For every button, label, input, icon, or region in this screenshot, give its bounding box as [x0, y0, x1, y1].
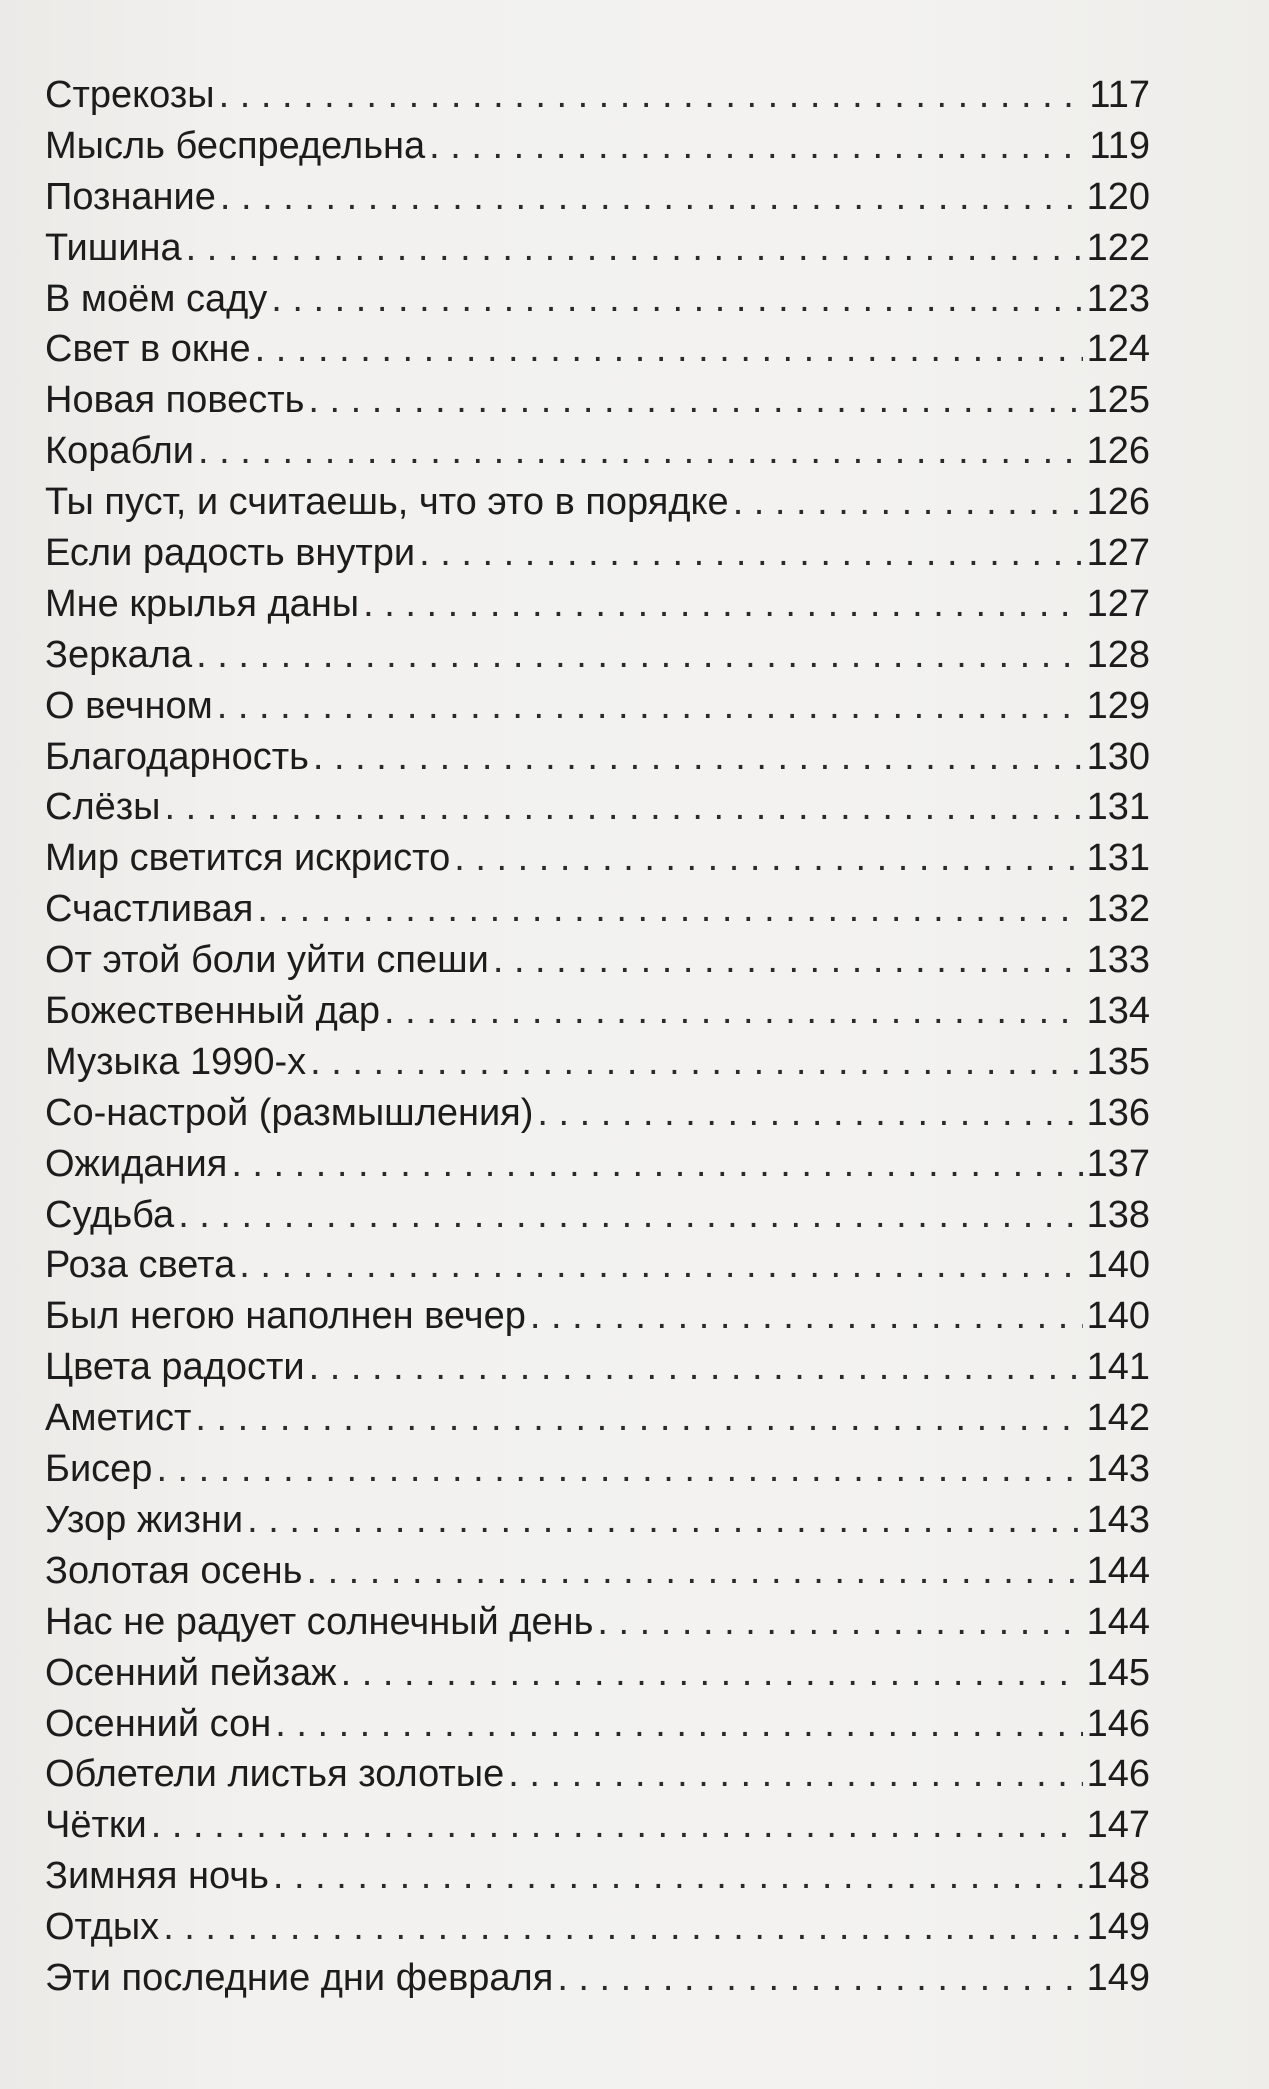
toc-entry	[45, 1444, 1150, 1495]
toc-entry-page-number: 128	[1086, 633, 1150, 676]
toc-entry-title: Новая повесть	[45, 379, 305, 422]
toc-entry-page-number: 126	[1086, 430, 1150, 473]
toc-entry-page-number: 127	[1086, 582, 1150, 625]
toc-entry-page-number: 149	[1086, 1906, 1150, 1949]
toc-entry	[45, 426, 1150, 477]
toc-entry	[45, 1546, 1150, 1597]
toc-entry-page-number: 149	[1086, 1956, 1150, 1999]
toc-entry-title: Зеркала	[45, 633, 193, 676]
toc-entry-page-number: 148	[1086, 1855, 1150, 1898]
toc-dot-leader	[309, 1342, 1083, 1393]
toc-entry-title: Ты пуст, и считаешь, что это в порядке	[45, 481, 729, 524]
toc-entry	[45, 1037, 1150, 1088]
toc-entry-page-number: 124	[1086, 328, 1150, 371]
toc-dot-leader	[239, 1240, 1082, 1291]
toc-entry	[45, 1699, 1150, 1750]
toc-entry-title: Музыка 1990-х	[45, 1040, 307, 1083]
toc-entry	[45, 782, 1150, 833]
toc-entry-title: Мир светится искристо	[45, 837, 451, 880]
toc-entry	[45, 884, 1150, 935]
toc-entry-page-number: 123	[1086, 277, 1150, 320]
toc-entry	[45, 1851, 1150, 1902]
toc-entry-title: Мне крылья даны	[45, 582, 360, 625]
toc-entry	[45, 1597, 1150, 1648]
toc-entry-title: Благодарность	[45, 735, 309, 778]
toc-entry-title: Тишина	[45, 226, 182, 269]
toc-entry-title: Отдых	[45, 1906, 160, 1949]
toc-entry-title: В моём саду	[45, 277, 268, 320]
toc-entry-title: От этой боли уйти спеши	[45, 939, 489, 982]
toc-entry	[45, 1291, 1150, 1342]
toc-entry-title: Чётки	[45, 1804, 147, 1847]
table-of-contents	[45, 70, 1150, 2004]
toc-dot-leader	[429, 121, 1085, 172]
toc-entry-page-number: 146	[1086, 1702, 1150, 1745]
toc-entry	[45, 1800, 1150, 1851]
toc-entry	[45, 1190, 1150, 1241]
toc-entry-title: Ожидания	[45, 1142, 228, 1185]
toc-dot-leader	[454, 833, 1082, 884]
toc-entry-page-number: 138	[1086, 1193, 1150, 1236]
toc-entry-page-number: 126	[1086, 481, 1150, 524]
toc-entry-title: Стрекозы	[45, 74, 215, 116]
toc-entry	[45, 274, 1150, 325]
toc-entry	[45, 1139, 1150, 1190]
toc-entry	[45, 375, 1150, 426]
toc-dot-leader	[733, 477, 1083, 528]
toc-entry-title: Слёзы	[45, 786, 161, 829]
toc-entry-title: Счастливая	[45, 888, 254, 931]
toc-entry	[45, 1495, 1150, 1546]
toc-entry	[45, 1902, 1150, 1953]
toc-dot-leader	[257, 884, 1082, 935]
toc-entry-page-number: 144	[1086, 1549, 1150, 1592]
toc-entry	[45, 477, 1150, 528]
toc-dot-leader	[217, 681, 1083, 732]
toc-dot-leader	[384, 986, 1083, 1037]
toc-entry-page-number: 125	[1086, 379, 1150, 422]
toc-entry-page-number: 143	[1086, 1498, 1150, 1541]
toc-dot-leader	[156, 1444, 1082, 1495]
toc-entry-page-number: 146	[1086, 1753, 1150, 1796]
toc-entry	[45, 630, 1150, 681]
toc-entry-title: Мысль беспредельна	[45, 124, 426, 167]
toc-dot-leader	[163, 1902, 1082, 1953]
toc-entry-page-number: 140	[1086, 1244, 1150, 1287]
toc-entry-page-number: 129	[1086, 684, 1150, 727]
toc-entry-page-number: 119	[1089, 124, 1150, 167]
toc-entry-page-number: 143	[1086, 1448, 1150, 1491]
toc-entry-page-number: 142	[1086, 1397, 1150, 1440]
toc-dot-leader	[220, 172, 1083, 223]
toc-dot-leader	[178, 1190, 1082, 1241]
toc-entry-page-number: 131	[1086, 837, 1150, 880]
toc-entry-title: Познание	[45, 175, 216, 218]
toc-entry	[45, 1648, 1150, 1699]
toc-entry	[45, 528, 1150, 579]
toc-entry-page-number: 130	[1086, 735, 1150, 778]
toc-dot-leader	[247, 1495, 1082, 1546]
toc-dot-leader	[530, 1291, 1083, 1342]
toc-dot-leader	[186, 223, 1083, 274]
toc-entry-title: Осенний пейзаж	[45, 1651, 337, 1694]
toc-dot-leader	[164, 782, 1082, 833]
toc-dot-leader	[195, 1393, 1082, 1444]
toc-dot-leader	[151, 1800, 1083, 1851]
toc-entry	[45, 833, 1150, 884]
toc-entry-title: Бисер	[45, 1448, 153, 1491]
toc-dot-leader	[273, 1851, 1083, 1902]
toc-dot-leader	[308, 375, 1082, 426]
toc-entry-page-number: 133	[1086, 939, 1150, 982]
toc-dot-leader	[306, 1546, 1082, 1597]
toc-dot-leader	[196, 630, 1082, 681]
toc-entry-page-number: 117	[1089, 74, 1150, 116]
toc-entry-title: Корабли	[45, 430, 194, 473]
toc-entry	[45, 223, 1150, 274]
toc-entry	[45, 986, 1150, 1037]
toc-entry	[45, 1953, 1150, 2004]
toc-dot-leader	[255, 324, 1083, 375]
toc-entry-page-number: 136	[1086, 1091, 1150, 1134]
toc-dot-leader	[557, 1953, 1082, 2004]
toc-dot-leader	[198, 426, 1083, 477]
toc-dot-leader	[219, 70, 1086, 121]
toc-entry	[45, 1342, 1150, 1393]
toc-entry	[45, 1749, 1150, 1800]
toc-dot-leader	[597, 1597, 1082, 1648]
toc-entry-title: Цвета радости	[45, 1346, 305, 1389]
toc-entry-page-number: 147	[1086, 1804, 1150, 1847]
toc-entry-title: Был негою наполнен вечер	[45, 1295, 526, 1338]
toc-entry-title: Осенний сон	[45, 1702, 272, 1745]
toc-dot-leader	[508, 1749, 1082, 1800]
toc-entry	[45, 732, 1150, 783]
toc-entry	[45, 172, 1150, 223]
toc-entry-page-number: 144	[1086, 1600, 1150, 1643]
toc-dot-leader	[363, 579, 1082, 630]
toc-entry-title: Эти последние дни февраля	[45, 1956, 554, 1999]
toc-entry-title: Облетели листья золотые	[45, 1753, 505, 1796]
toc-dot-leader	[341, 1648, 1083, 1699]
toc-entry-title: Золотая осень	[45, 1549, 303, 1592]
toc-entry-page-number: 122	[1086, 226, 1150, 269]
toc-entry-title: Свет в окне	[45, 328, 251, 371]
toc-entry-page-number: 141	[1086, 1346, 1150, 1389]
toc-dot-leader	[313, 732, 1083, 783]
toc-entry-title: Зимняя ночь	[45, 1855, 269, 1898]
toc-entry-title: О вечном	[45, 684, 213, 727]
toc-entry-page-number: 134	[1086, 990, 1150, 1033]
toc-entry-title: Если радость внутри	[45, 532, 416, 575]
toc-entry	[45, 324, 1150, 375]
toc-entry	[45, 1088, 1150, 1139]
toc-dot-leader	[275, 1699, 1082, 1750]
toc-entry-title: Нас не радует солнечный день	[45, 1600, 594, 1643]
toc-dot-leader	[271, 274, 1082, 325]
toc-entry-page-number: 137	[1086, 1142, 1150, 1185]
toc-entry	[45, 1393, 1150, 1444]
toc-dot-leader	[231, 1139, 1082, 1190]
toc-entry-page-number: 131	[1086, 786, 1150, 829]
toc-dot-leader	[493, 935, 1083, 986]
toc-entry-page-number: 145	[1086, 1651, 1150, 1694]
toc-entry-page-number: 132	[1086, 888, 1150, 931]
toc-entry	[45, 121, 1150, 172]
toc-dot-leader	[310, 1037, 1082, 1088]
toc-dot-leader	[537, 1088, 1082, 1139]
toc-entry-page-number: 140	[1086, 1295, 1150, 1338]
toc-entry	[45, 579, 1150, 630]
toc-entry-page-number: 135	[1086, 1040, 1150, 1083]
toc-entry-title: Судьба	[45, 1193, 175, 1236]
toc-entry-title: Узор жизни	[45, 1498, 244, 1541]
toc-entry	[45, 935, 1150, 986]
toc-entry-title: Аметист	[45, 1397, 192, 1440]
toc-entry-title: Роза света	[45, 1244, 236, 1287]
toc-entry	[45, 1240, 1150, 1291]
toc-entry-title: Божественный дар	[45, 990, 381, 1033]
toc-dot-leader	[419, 528, 1082, 579]
toc-entry-title: Со-настрой (размышления)	[45, 1091, 534, 1134]
toc-entry	[45, 70, 1150, 121]
toc-entry	[45, 681, 1150, 732]
toc-entry-page-number: 120	[1086, 175, 1150, 218]
toc-entry-page-number: 127	[1086, 532, 1150, 575]
